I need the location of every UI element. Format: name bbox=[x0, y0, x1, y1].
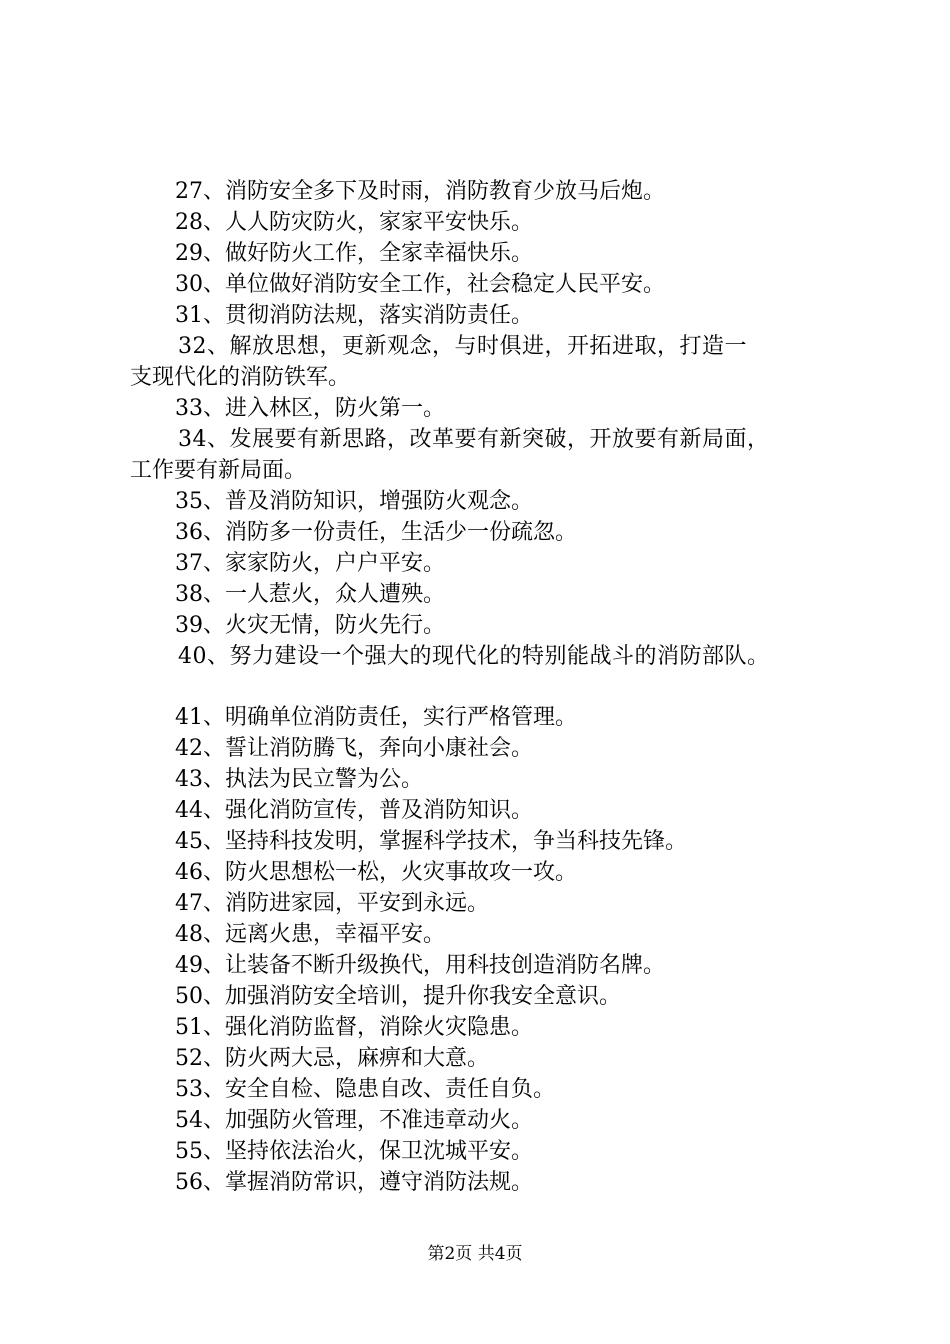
list-item: 56、掌握消防常识，遵守消防法规。 bbox=[175, 1170, 533, 1195]
list-item: 49、让装备不断升级换代，用科技创造消防名牌。 bbox=[175, 953, 665, 978]
list-item: 30、单位做好消防安全工作，社会稳定人民平安。 bbox=[175, 272, 665, 297]
list-item: 28、人人防灾防火，家家平安快乐。 bbox=[175, 210, 533, 235]
list-item-continuation: 支现代化的消防铁军。 bbox=[130, 365, 351, 390]
list-item: 46、防火思想松一松，火灾事故攻一攻。 bbox=[175, 860, 577, 885]
list-item: 43、执法为民立警为公。 bbox=[175, 767, 423, 792]
list-item: 52、防火两大忌，麻痹和大意。 bbox=[175, 1046, 489, 1071]
list-item: 45、坚持科技发明，掌握科学技术，争当科技先锋。 bbox=[175, 829, 687, 854]
page-footer: 第2页 共4页 bbox=[427, 1244, 523, 1264]
list-item: 31、贯彻消防法规，落实消防责任。 bbox=[175, 303, 533, 328]
list-item: 29、做好防火工作，全家幸福快乐。 bbox=[175, 241, 533, 266]
list-item: 33、进入林区，防火第一。 bbox=[175, 396, 445, 421]
list-item: 34、发展要有新思路，改革要有新突破，开放要有新局面， bbox=[178, 427, 770, 452]
list-item: 35、普及消防知识，增强防火观念。 bbox=[175, 489, 533, 514]
list-item: 42、誓让消防腾飞，奔向小康社会。 bbox=[175, 736, 533, 761]
list-item: 48、远离火患，幸福平安。 bbox=[175, 922, 445, 947]
list-item-continuation: 工作要有新局面。 bbox=[130, 458, 307, 483]
list-item: 38、一人惹火，众人遭殃。 bbox=[175, 582, 445, 607]
list-item: 41、明确单位消防责任，实行严格管理。 bbox=[175, 705, 577, 730]
list-item: 51、强化消防监督，消除火灾隐患。 bbox=[175, 1015, 533, 1040]
list-item: 40、努力建设一个强大的现代化的特别能战斗的消防部队。 bbox=[178, 644, 770, 669]
list-item: 54、加强防火管理，不准违章动火。 bbox=[175, 1108, 533, 1133]
list-item: 37、家家防火，户户平安。 bbox=[175, 551, 445, 576]
list-item: 47、消防进家园，平安到永远。 bbox=[175, 891, 489, 916]
list-item: 39、火灾无情，防火先行。 bbox=[175, 613, 445, 638]
list-item: 55、坚持依法治火，保卫沈城平安。 bbox=[175, 1139, 533, 1164]
list-item: 36、消防多一份责任，生活少一份疏忽。 bbox=[175, 520, 577, 545]
list-item: 44、强化消防宣传，普及消防知识。 bbox=[175, 798, 533, 823]
list-item: 32、解放思想，更新观念，与时俱进，开拓进取，打造一 bbox=[178, 334, 747, 359]
slogan-list bbox=[130, 176, 850, 1198]
list-item: 50、加强消防安全培训，提升你我安全意识。 bbox=[175, 984, 621, 1009]
list-item: 53、安全自检、隐患自改、责任自负。 bbox=[175, 1077, 555, 1102]
list-item: 27、消防安全多下及时雨，消防教育少放马后炮。 bbox=[175, 179, 665, 204]
